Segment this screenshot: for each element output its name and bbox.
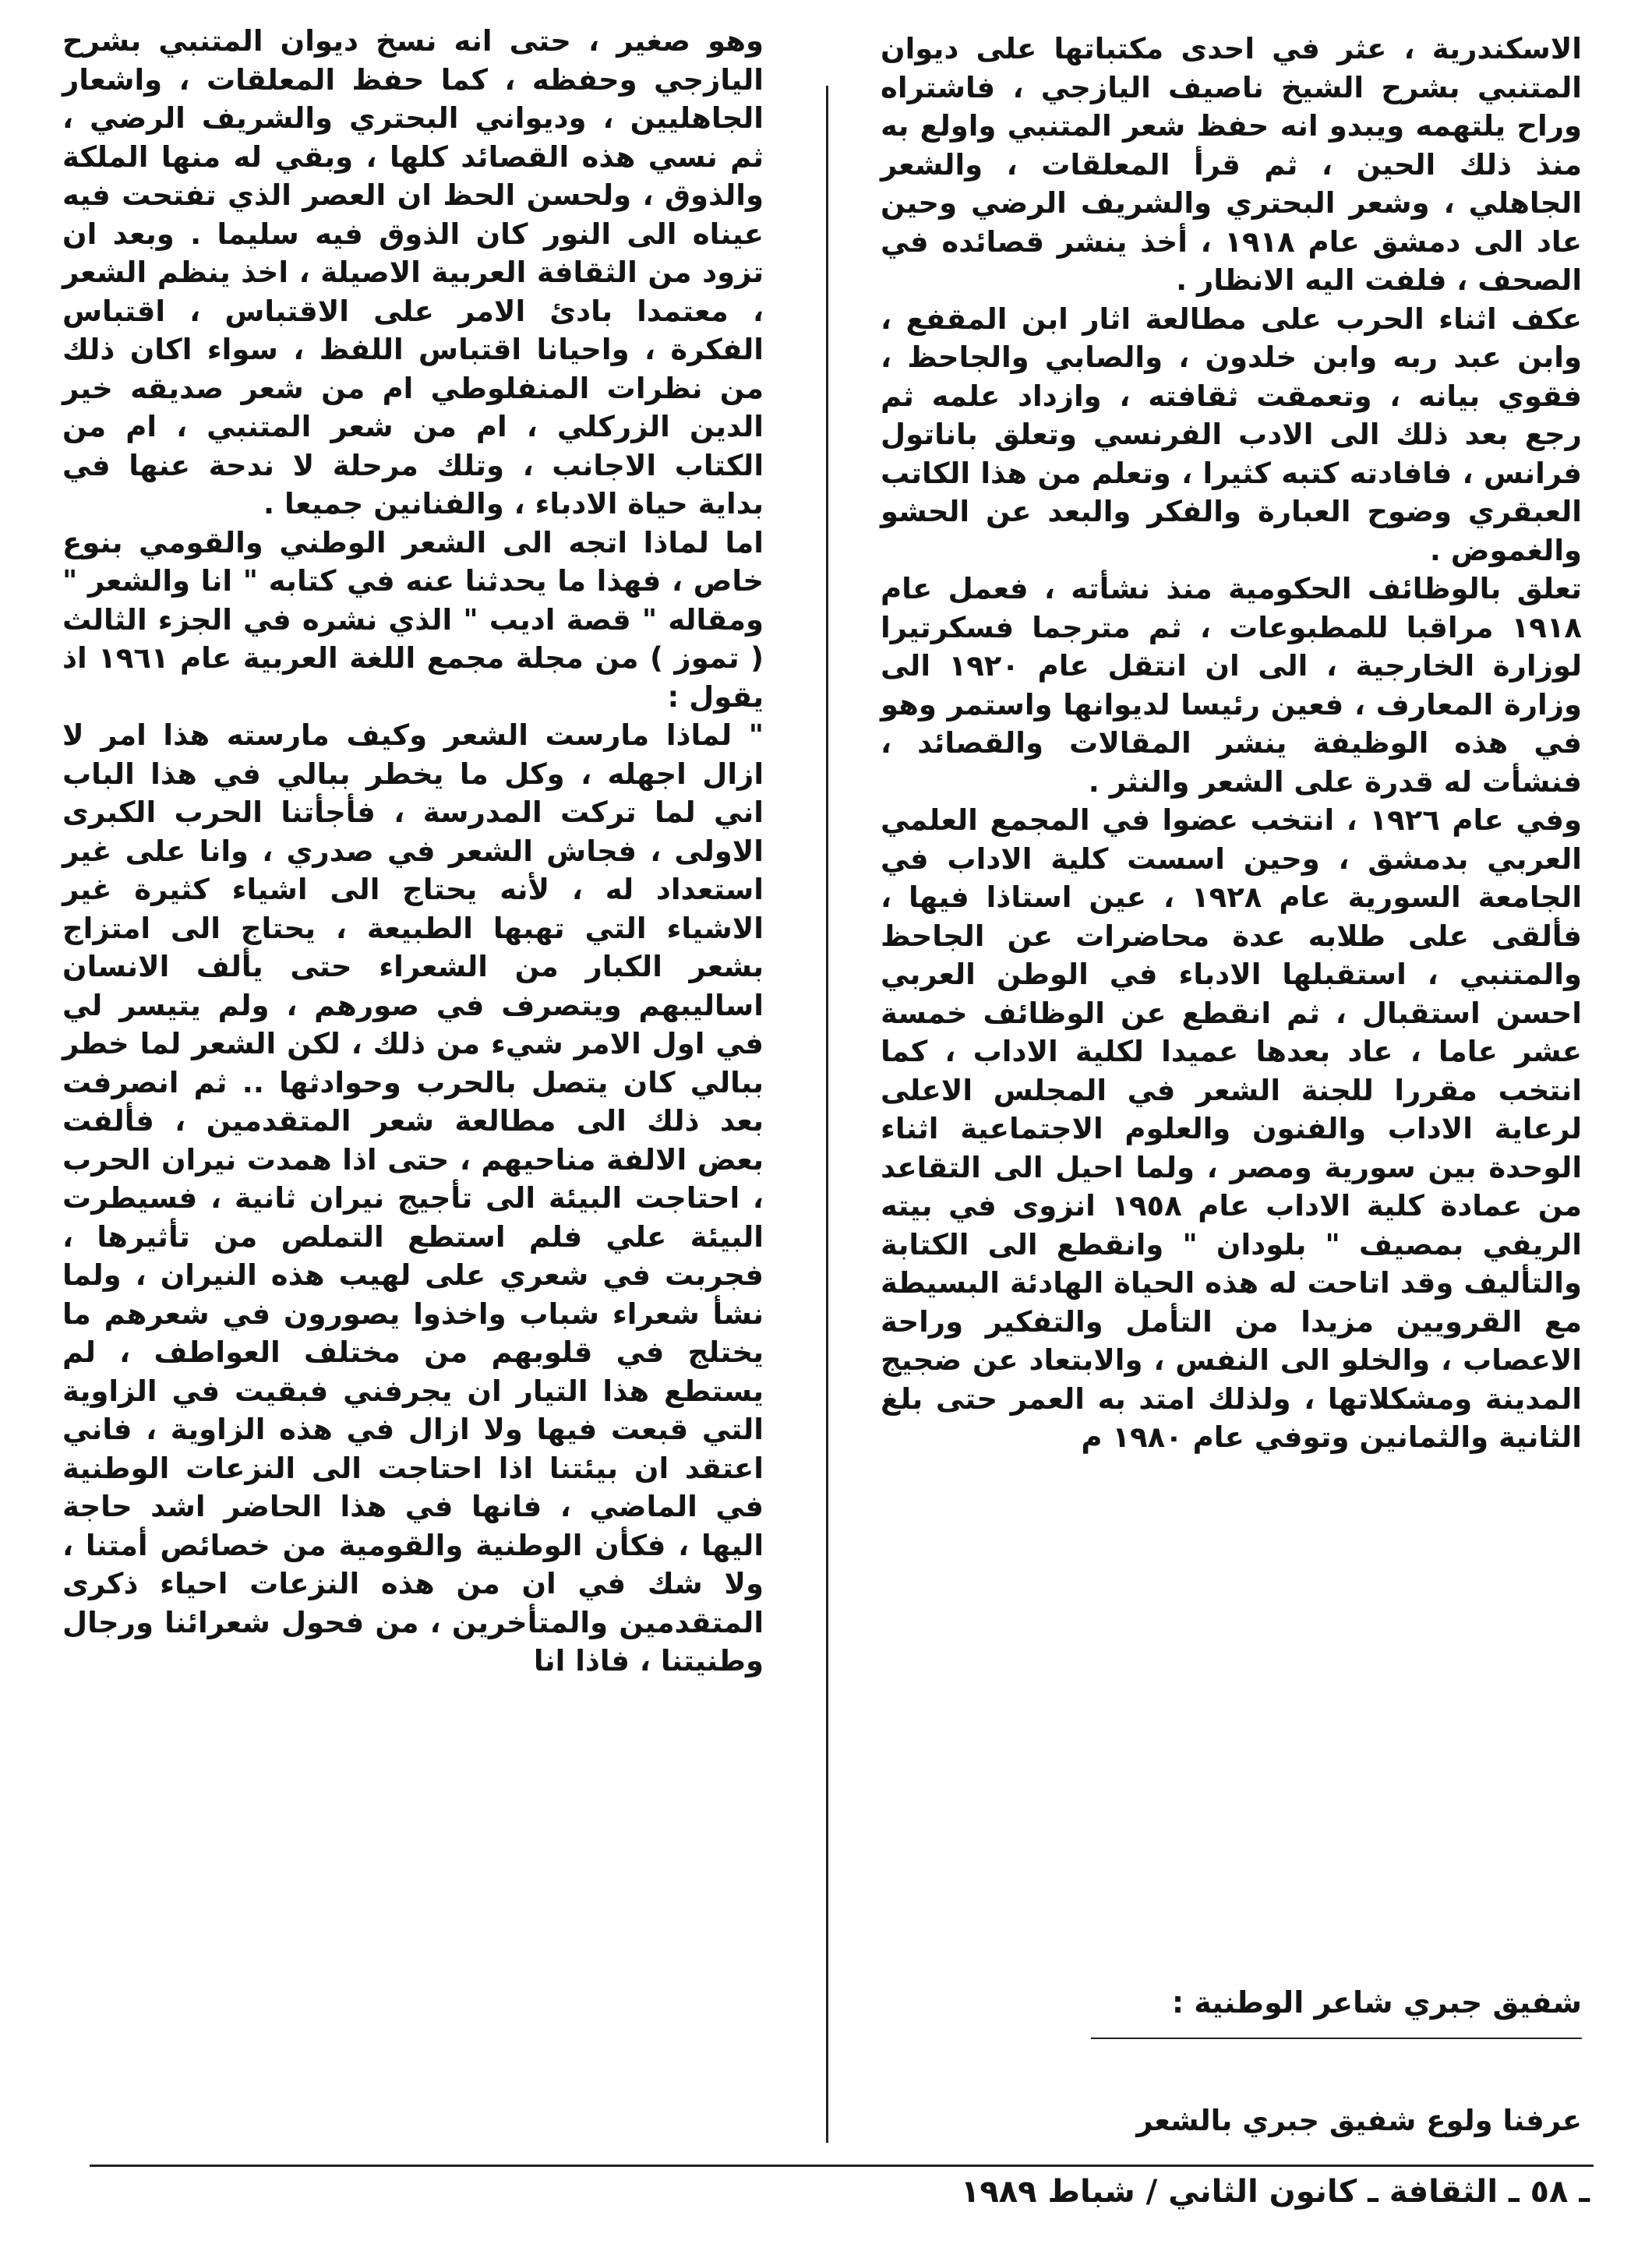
right-text-column bbox=[881, 30, 1582, 1457]
left-paragraph-2: اما لماذا اتجه الى الشعر الوطني والقومي بنوع خاص ، فهذا ما يحدثنا عنه في كتابه " انا والشعر " ومقاله " قصة اديب " الذي نشره في الجزء الثالث ( تموز ) من مجلة مجمع اللغة العربية عام ١٩٦١ اذ يقول : bbox=[62, 525, 764, 714]
right-paragraph-1: الاسكندرية ، عثر في احدى مكتباتها على ديوان المتنبي بشرح الشيخ ناصيف اليازجي ، فاشتراه وراح يلتهمه ويبدو انه حفظ شعر المتنبي واولع به منذ ذلك الحين ، ثم قرأ المعلقات ، والشعر الجاهلي ، وشعر البحتري والشريف الرضي وحين عاد الى دمشق عام ١٩١٨ ، أخذ ينشر قصائده في الصحف ، فلفت اليه الانظار . bbox=[881, 32, 1582, 297]
right-paragraph-3: تعلق بالوظائف الحكومية منذ نشأته ، فعمل عام ١٩١٨ مراقبا للمطبوعات ، ثم مترجما فسكرتيرا لوزارة الخارجية ، الى ان انتقل عام ١٩٢٠ الى وزارة المعارف ، فعين رئيسا لديوانها واستمر وهو في هذه الوظيفة ينشر المقالات والقصائد ، فنشأت له قدرة على الشعر والنثر . bbox=[881, 572, 1583, 799]
footer-rule bbox=[90, 2165, 1594, 2167]
column-divider bbox=[826, 86, 828, 2143]
left-paragraph-3: " لماذا مارست الشعر وكيف مارسته هذا امر لا ازال اجهله ، وكل ما يخطر ببالي في هذا الباب اني لما تركت المدرسة ، فأجأتنا الحرب الكبرى الاولى ، فجاش الشعر في صدري ، وانا على غير استعداد له ، لأنه يحتاج الى اشياء كثيرة غير الاشياء التي تهبها الطبيعة ، يحتاج الى امتزاج بشعر الكبار من الشعراء حتى يألف الانسان اساليبهم ويتصرف في صورهم ، ولم يتيسر لي في اول الامر شيء من ذلك ، لكن الشعر لما خطر ببالي كان يتصل بالحرب وحوادثها .. ثم انصرفت بعد ذلك الى مطالعة شعر المتقدمين ، فألفت بعض الالفة مناحيهم ، حتى اذا همدت نيران الحرب ، احتاجت البيئة الى تأجيج نيران ثانية ، فسيطرت البيئة علي فلم استطع التملص من تأثيرها ، فجربت في شعري على لهيب هذه النيران ، ولما نشأ شعراء شباب واخذوا يصورون في شعرهم ما يختلج في قلوبهم من مختلف العواطف ، لم يستطع هذا التيار ان يجرفني فبقيت في الزاوية التي قبعت فيها ولا ازال في هذه الزاوية ، فاني اعتقد ان بيئتنا اذا احتاجت الى النزعات الوطنية في الماضي ، فانها في هذا الحاضر اشد حاجة اليها ، فكأن الوطنية والقومية من خصائص أمتنا ، ولا شك في ان من هذه النزعات احياء ذكرى المتقدمين والمتأخرين ، من فحول شعرائنا ورجال وطنيتنا ، فاذا انا bbox=[62, 718, 764, 1678]
left-paragraph-1: وهو صغير ، حتى انه نسخ ديوان المتنبي بشرح اليازجي وحفظه ، كما حفظ المعلقات ، واشعار الجاهليين ، وديواني البحتري والشريف الرضي ، ثم نسي هذه القصائد كلها ، وبقي له منها الملكة والذوق ، ولحسن الحظ ان العصر الذي تفتحت فيه عيناه الى النور كان الذوق فيه سليما . وبعد ان تزود من الثقافة العربية الاصيلة ، اخذ ينظم الشعر ، معتمدا بادئ الامر على الاقتباس ، اقتباس الفكرة ، واحيانا اقتباس اللفظ ، سواء اكان ذلك من نظرات المنفلوطي ام من شعر صديقه خير الدين الزركلي ، ام من شعر المتنبي ، ام من الكتاب الاجانب ، وتلك مرحلة لا ندحة عنها في بداية حياة الادباء ، والفنانين جميعا . bbox=[62, 24, 764, 520]
section-intro-line: عرفنا ولوع شفيق جبري بالشعر bbox=[1136, 2104, 1582, 2137]
page-footer: ـ ٥٨ ـ الثقافة ـ كانون الثاني / شباط ١٩٨٩ bbox=[960, 2174, 1590, 2210]
right-paragraph-4: وفي عام ١٩٢٦ ، انتخب عضوا في المجمع العلمي العربي بدمشق ، وحين اسست كلية الاداب في الجامعة السورية عام ١٩٢٨ ، عين استاذا فيها ، فألقى على طلابه عدة محاضرات عن الجاحظ والمتنبي ، استقبلها الادباء في الوطن العربي احسن استقبال ، ثم انقطع عن الوظائف خمسة عشر عاما ، عاد بعدها عميدا لكلية الاداب ، كما انتخب مقررا للجنة الشعر في المجلس الاعلى لرعاية الاداب والفنون والعلوم الاجتماعية اثناء الوحدة بين سورية ومصر ، ولما احيل الى التقاعد من عمادة كلية الاداب عام ١٩٥٨ انزوى في بيته الريفي بمصيف " بلودان " وانقطع الى الكتابة والتأليف وقد اتاحت له هذه الحياة الهادئة البسيطة مع القرويين مزيدا من التأمل والتفكير وراحة الاعصاب ، والخلو الى النفس ، والابتعاد عن ضجيج المدينة ومشكلاتها ، ولذلك امتد به العمر حتى بلغ الثانية والثمانين وتوفي عام ١٩٨٠ م bbox=[881, 803, 1582, 1454]
right-paragraph-2: عكف اثناء الحرب على مطالعة اثار ابن المقفع ، وابن عبد ربه وابن خلدون ، والصابي والجاحظ ، فقوي بيانه ، وتعمقت ثقافته ، وازداد علمه ثم رجع بعد ذلك الى الادب الفرنسي وتعلق باناتول فرانس ، فافادته كتبه كثيرا ، وتعلم من هذا الكاتب العبقري وضوح العبارة والفكر والبعد عن الحشو والغموض . bbox=[881, 302, 1582, 567]
section-heading: شفيق جبري شاعر الوطنية : bbox=[1171, 1985, 1582, 2020]
section-heading-underline bbox=[1091, 2038, 1582, 2039]
left-text-column bbox=[62, 22, 764, 1681]
